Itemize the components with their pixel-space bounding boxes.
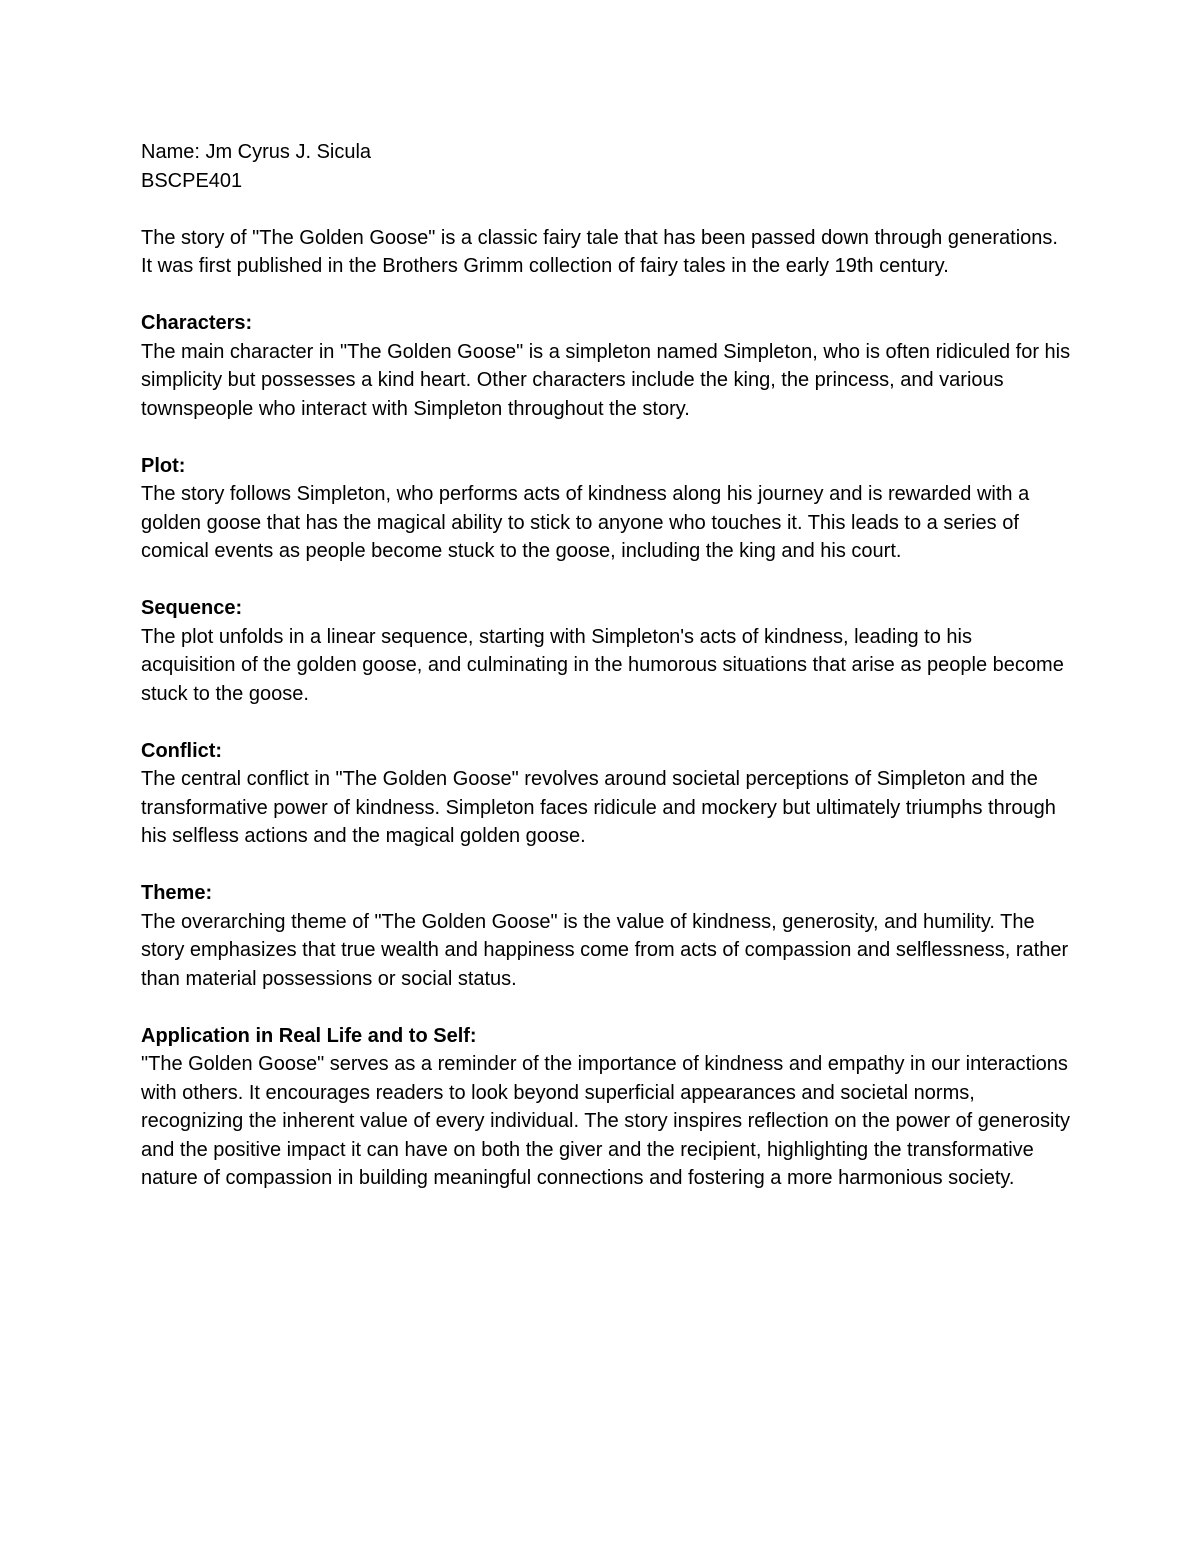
intro-paragraph: The story of "The Golden Goose" is a classic fairy tale that has been passed down through generations. It was first published in the Brothers Grimm collection of fairy tales in the early 19th century. [141,226,1058,277]
section-heading-conflict: Conflict: [141,739,223,762]
spacer [141,281,1071,310]
section-body-application: "The Golden Goose" serves as a reminder of the importance of kindness and empathy in our interactions with others. It encourages readers to look beyond superficial appearances and societal norms, recognizing the inherent value of every individual. The story inspires reflection on the power of generosity and the positive impact it can have on both the giver and the recipient, highlighting the transformative nature of compassion in building meaningful connections and fostering a more harmonious society. [141,1053,1071,1189]
spacer [141,423,1071,452]
document-page [141,138,1071,1193]
section-body-plot: The story follows Simpleton, who performs acts of kindness along his journey and is rewarded with a golden goose that has the magical ability to stick to anyone who touches it. This leads to a series of comical events as people become stuck to the goose, including the king and his court. [141,483,1030,562]
section-heading-characters: Characters: [141,312,253,334]
section-body-characters: The main character in "The Golden Goose" is a simpleton named Simpleton, who is often ridiculed for his simplicity but possesses a kind heart. Other characters include the king, the princess, and various townspeople who interact with Simpleton throughout the story. [141,340,1071,420]
spacer [141,993,1071,1022]
spacer [141,708,1071,737]
spacer [141,566,1071,595]
spacer [141,851,1071,880]
section-heading-theme: Theme: [141,882,213,904]
class-code: BSCPE401 [141,169,243,192]
section-heading-sequence: Sequence: [141,597,243,619]
section-body-theme: The overarching theme of "The Golden Goose" is the value of kindness, generosity, and humility. The story emphasizes that true wealth and happiness come from acts of compassion and selflessness, rather than material possessions or social status. [141,910,1069,990]
student-name: Name: Jm Cyrus J. Sicula [141,141,372,163]
section-body-conflict: The central conflict in "The Golden Goose" revolves around societal perceptions of Simpleton and the transformative power of kindness. Simpleton faces ridicule and mockery but ultimately triumphs through his selfless actions and the magical golden goose. [141,768,1056,847]
spacer [141,195,1071,224]
section-body-sequence: The plot unfolds in a linear sequence, starting with Simpleton's acts of kindness, leading to his acquisition of the golden goose, and culminating in the humorous situations that arise as people become stuck to the goose. [141,625,1064,705]
section-heading-plot: Plot: [141,454,186,477]
section-heading-application: Application in Real Life and to Self: [141,1024,477,1047]
